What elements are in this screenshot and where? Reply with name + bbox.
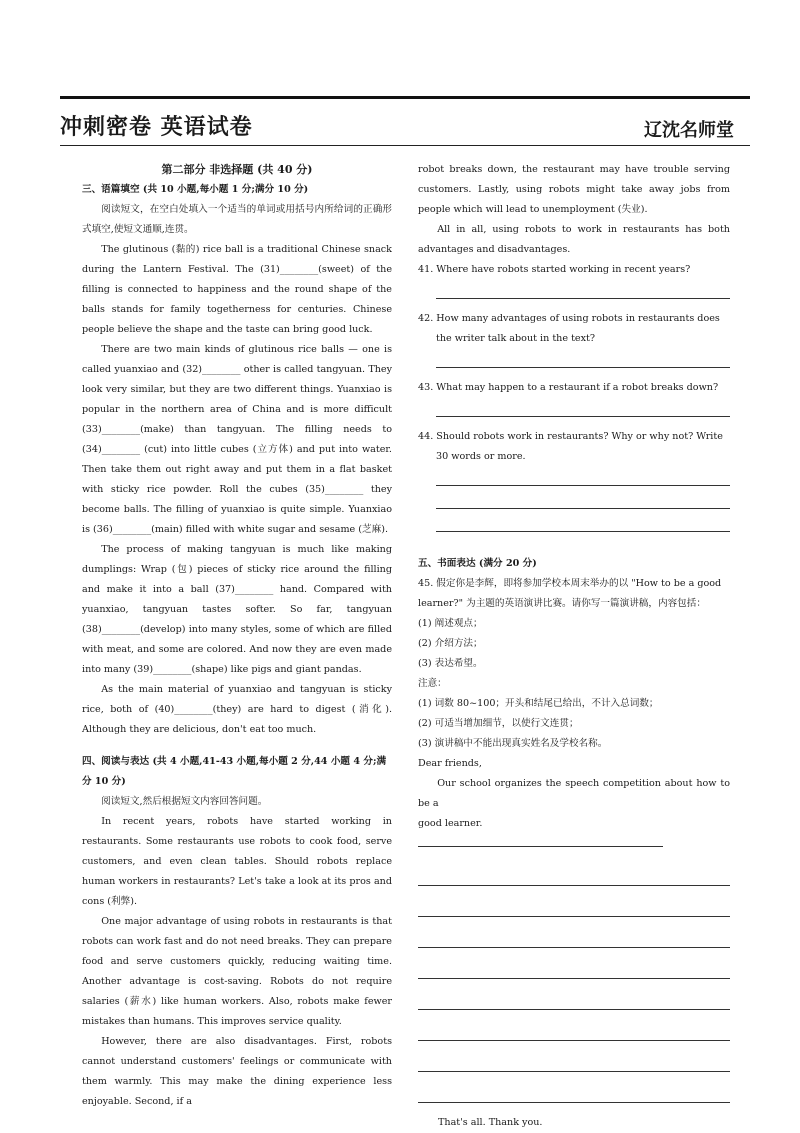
- reading-paragraph-3-cont: robot breaks down, the restaurant may have trouble serving customers. Lastly, using robots might take away jobs from people which will lead to unemployment (失业).: [418, 164, 730, 215]
- opening-line-1: Our school organizes the speech competition about how to be a: [418, 778, 730, 809]
- header-rule: [60, 96, 750, 99]
- writing-line-7[interactable]: [418, 1041, 730, 1072]
- section-3-title: 三、语篇填空 (共 10 小题,每小题 1 分;满分 10 分): [82, 184, 309, 195]
- writing-line-0[interactable]: [418, 834, 663, 847]
- cloze-paragraph-3: The process of making tangyuan is much like making dumplings: Wrap (包) pieces of sticky rice around the filling and make it into a ball (37)________ hand. Compared with yuanxiao, tangyuan tastes softer. So far, tangyuan (38)________(develop) into many styles, some of which are filled with meat, and some are colored. And now they are even made into many (39)________(shape) like pigs and giant pandas.: [82, 544, 392, 675]
- cloze-paragraph-4: As the main material of yuanxiao and tangyuan is sticky rice, both of (40)________(they) are hard to digest (消化). Although they are delicious, don't eat too much.: [82, 684, 392, 735]
- greeting: Dear friends,: [418, 758, 482, 769]
- note-2: (2) 可适当增加细节，以使行文连贯；: [418, 718, 579, 729]
- answer-line-43[interactable]: [436, 398, 730, 417]
- part-title: 第二部分 非选择题 (共 40 分): [161, 163, 313, 176]
- writing-line-5[interactable]: [418, 979, 730, 1010]
- cloze-paragraph-1: The glutinous (黏的) rice ball is a traditional Chinese snack during the Lantern Festival. The (31)________(sweet) of the filling is connected to happiness and the round shape of the balls stands for family togetherness for centuries. Chinese people believe the shape and the taste can bring good luck.: [82, 244, 392, 335]
- reading-paragraph-3: However, there are also disadvantages. First, robots cannot understand customers' feelings or communicate with them warmly. This may make the dining experience less enjoyable. Second, if a: [82, 1036, 392, 1107]
- reading-paragraph-4: All in all, using robots to work in restaurants has both advantages and disadvantages.: [418, 224, 730, 255]
- note-1: (1) 词数 80~100；开头和结尾已给出，不计入总词数；: [418, 698, 659, 709]
- question-43: 43. What may happen to a restaurant if a robot breaks down?: [418, 382, 719, 393]
- writing-line-2[interactable]: [418, 886, 730, 917]
- publisher-name: 辽沈名师堂: [644, 120, 734, 141]
- closing-line: That's all. Thank you.: [438, 1117, 543, 1128]
- answer-line-44b[interactable]: [436, 490, 730, 509]
- exam-title: 冲刺密卷 英语试卷: [60, 115, 253, 140]
- question-44: 44. Should robots work in restaurants? Why or why not? Write 30 words or more.: [418, 431, 723, 462]
- writing-line-8[interactable]: [418, 1072, 730, 1103]
- writing-line-3[interactable]: [418, 917, 730, 948]
- section-4-instructions: 阅读短文,然后根据短文内容回答问题。: [101, 796, 268, 807]
- content-point-2: (2) 介绍方法；: [418, 638, 483, 649]
- note-label: 注意：: [418, 678, 447, 689]
- section-3-instructions: 阅读短文，在空白处填入一个适当的单词或用括号内所给词的正确形式填空,使短文通顺,连贯。: [82, 204, 392, 235]
- note-3: (3) 演讲稿中不能出现真实姓名及学校名称。: [418, 738, 608, 749]
- question-41: 41. Where have robots started working in recent years?: [418, 264, 691, 275]
- header-underline: [60, 145, 750, 146]
- writing-line-1[interactable]: [418, 855, 730, 886]
- right-column: [418, 160, 730, 1133]
- opening-line-2: good learner.: [418, 814, 730, 855]
- left-column: [82, 160, 392, 1112]
- content-point-1: (1) 阐述观点；: [418, 618, 483, 629]
- reading-paragraph-2: One major advantage of using robots in restaurants is that robots can work fast and do not need breaks. They can prepare food and serve customers quickly, reducing waiting time. Another advantage is cost-saving. Robots do not require salaries (薪水) like human workers. Also, robots make fewer mistakes than humans. This improves service quality.: [82, 916, 392, 1027]
- question-42: 42. How many advantages of using robots in restaurants does the writer talk about in the text?: [418, 313, 720, 344]
- question-45: 45. 假定你是李辉，即将参加学校本周末举办的以 "How to be a good learner?" 为主题的英语演讲比赛。请你写一篇演讲稿，内容包括：: [418, 578, 722, 609]
- writing-line-6[interactable]: [418, 1010, 730, 1041]
- content-point-3: (3) 表达希望。: [418, 658, 483, 669]
- reading-paragraph-1: In recent years, robots have started working in restaurants. Some restaurants use robots to cook food, serve customers, and even clean tables. Should robots replace human workers in restaurants? Let's take a look at its pros and cons (利弊).: [82, 816, 392, 907]
- answer-line-44c[interactable]: [436, 513, 730, 532]
- cloze-paragraph-2: There are two main kinds of glutinous rice balls — one is called yuanxiao and (32)________ other is called tangyuan. They look very similar, but they are two different things. Yuanxiao is popular in the northern area of China and is more difficult (33)________(make) than tangyuan. The filling needs to (34)________ (cut) into little cubes (立方体) and put into water. Then take them out right away and put them in a flat basket with sticky rice powder. Roll the cubes (35)________ they become balls. The filling of yuanxiao is quite simple. Yuanxiao is (36)________(main) filled with white sugar and sesame (芝麻).: [82, 344, 392, 535]
- writing-line-4[interactable]: [418, 948, 730, 979]
- answer-line-42[interactable]: [436, 349, 730, 368]
- section-5-title: 五、书面表达 (满分 20 分): [418, 558, 537, 569]
- answer-line-41[interactable]: [436, 280, 730, 299]
- answer-line-44a[interactable]: [436, 467, 730, 486]
- section-4-title: 四、阅读与表达 (共 4 小题,41-43 小题,每小题 2 分,44 小题 4 分;满分 10 分): [82, 756, 387, 787]
